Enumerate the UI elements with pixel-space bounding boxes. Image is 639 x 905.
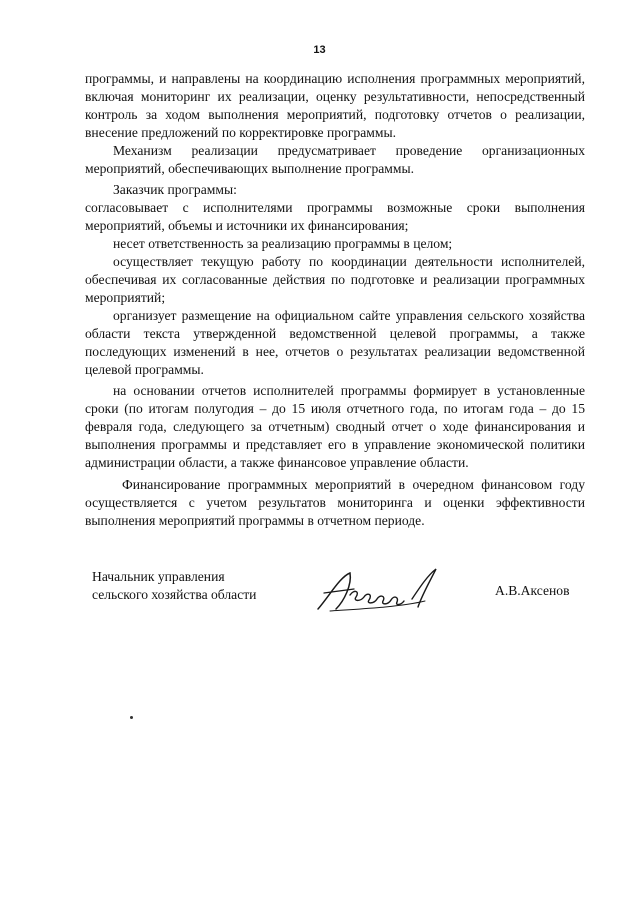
signatory-name: А.В.Аксенов bbox=[495, 583, 570, 598]
handwritten-signature bbox=[310, 565, 445, 615]
paragraph-customer-heading: Заказчик программы: bbox=[113, 182, 237, 198]
page-number: 13 bbox=[313, 44, 326, 56]
stray-mark bbox=[130, 716, 133, 719]
document-body bbox=[85, 70, 585, 530]
paragraph-responsibility: несет ответственность за реализацию программы в целом; bbox=[113, 236, 453, 252]
paragraph-summary-report: на основании отчетов исполнителей программы формирует в установленные сроки (по итогам полугодия – до 15 июля отчетного года, по итогам года – до 15 февраля года, следующего за отчетным) сводный отчет о ходе финансирования и выполнения программы и представляет его в управление экономической политики администрации области, а также финансовое управление области. bbox=[85, 383, 585, 471]
signatory-position-line1: Начальник управления bbox=[92, 569, 225, 584]
paragraph-current-work: осуществляет текущую работу по координации деятельности исполнителей, обеспечивая их согласованные действия по подготовке и реализации программных мероприятий; bbox=[85, 254, 585, 305]
paragraph-mechanism: Механизм реализации предусматривает проведение организационных мероприятий, обеспечивающих выполнение программы. bbox=[85, 142, 585, 176]
signatory-position bbox=[92, 568, 256, 604]
paragraph-financing: Финансирование программных мероприятий в очередном финансовом году осуществляется с учетом результатов мониторинга и оценки эффективности выполнения мероприятий программы в отчетном периоде. bbox=[85, 476, 585, 528]
paragraph-website-publication: организует размещение на официальном сайте управления сельского хозяйства области текста утвержденной ведомственной целевой программы, а также последующих изменений в нее, отчетов о результатах реализации ведомственной целевой программы. bbox=[85, 307, 585, 377]
paragraph-agrees-deadlines: согласовывает с исполнителями программы возможные сроки выполнения мероприятий, объемы и источники их финансирования; bbox=[85, 200, 585, 234]
paragraph-program-coordination: программы, и направлены на координацию исполнения программных мероприятий, включая мониторинг их реализации, оценку результативности, непосредственный контроль за ходом выполнения мероприятий, подготовку отчетов о реализации, внесение предложений по корректировке программы. bbox=[85, 71, 585, 140]
signatory-position-line2: сельского хозяйства области bbox=[92, 586, 257, 602]
